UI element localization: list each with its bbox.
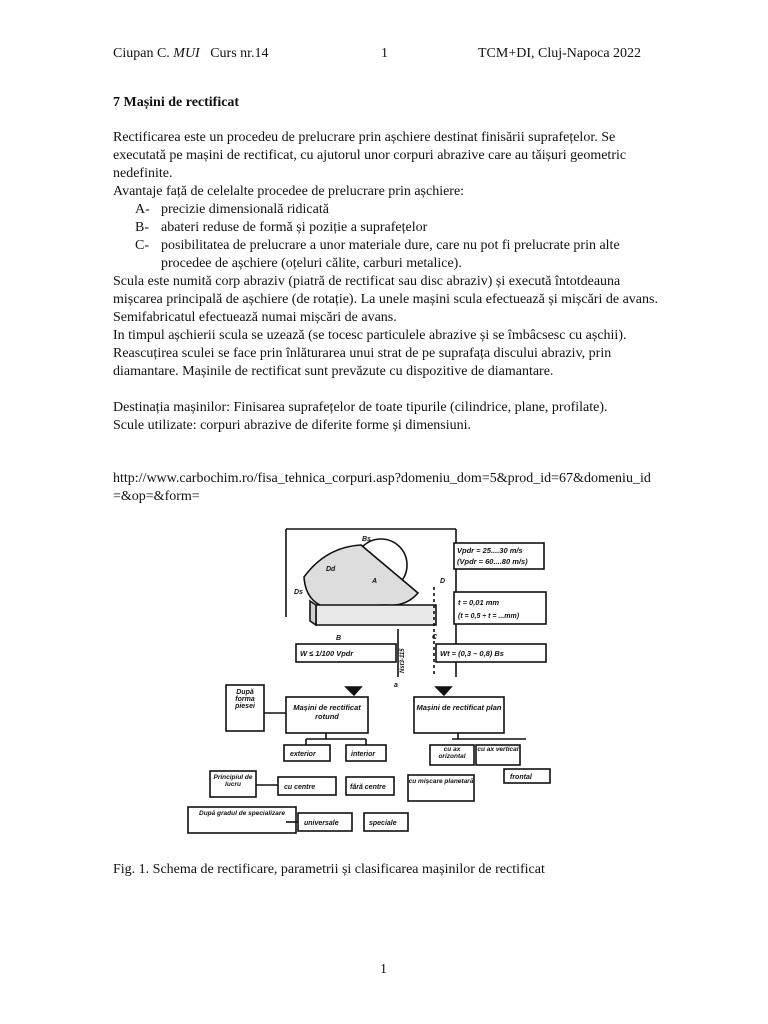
box-flat-grinders: Mașini de rectificat plan (416, 703, 502, 712)
figure-label: D (440, 578, 446, 585)
figure-label: C (432, 634, 438, 641)
list-item (113, 237, 658, 273)
list-item (113, 219, 658, 237)
box-round-grinders: Mașini de rectificat rotund (293, 703, 361, 721)
list-marker: B- (135, 220, 149, 235)
figure-label: cu centre (284, 784, 316, 791)
figure-label: Bs (362, 536, 371, 543)
paragraph-tools-used: Scule utilizate: corpuri abrazive de diferite forme și dimensiuni. (113, 418, 472, 433)
figure-label: (Vpdr = 60....80 m/s) (457, 557, 528, 566)
box-by-degree: După gradul de specializare (199, 810, 285, 817)
box-by-principle: Principiul de lucru (213, 774, 253, 788)
figure-caption: Fig. 1. Schema de rectificare, parametrii și clasificarea mașinilor de rectificat (113, 862, 545, 877)
paragraph-purpose: Destinația mașinilor: Finisarea suprafețelor de toate tipurile (cilindrice, plane, profilate). (113, 400, 608, 415)
figure-label: exterior (290, 751, 316, 758)
paragraph-advantages-intro: Avantaje față de celelalte procedee de prelucrare prin așchiere: (113, 184, 465, 199)
box-vertical-axis: cu ax vertical (477, 746, 519, 753)
footer-page-number: 1 (380, 962, 387, 977)
box-horizontal-axis: cu ax orizontal (438, 746, 466, 760)
figure-grinding-scheme (186, 527, 556, 842)
header-course: Curs nr.14 (210, 46, 269, 61)
figure-label: B (336, 635, 342, 642)
figure-label: a (394, 682, 398, 689)
figure-label: Wt = (0,3 – 0,8) Bs (440, 649, 504, 658)
figure-label: Dd (326, 566, 336, 573)
section-title: 7 Mașini de rectificat (113, 95, 240, 110)
header-acronym: MUI (173, 46, 200, 61)
paragraph-dressing: Reascuțirea sculei se face prin înlăturarea unui strat de pe suprafața discului abraziv, prin diamantare. Mașinile de rectificat sunt prevăzute cu dispozitive de diamantare. (113, 346, 612, 379)
header-page-number: 1 (381, 46, 388, 61)
list-item-text: posibilitatea de prelucrare a unor materiale dure, care nu pot fi prelucrate prin alte procedee de așchiere (oțeluri călite, carburi metalice). (161, 238, 620, 271)
figure-label: A (372, 578, 378, 585)
paragraph-workpiece: Semifabricatul efectuează numai mișcări de avans. (113, 310, 397, 325)
box-by-shape: După forma piesei (235, 689, 255, 710)
box-planetary: cu mișcare planetară (408, 778, 474, 785)
figure-label: speciale (369, 820, 397, 827)
figure-label: frontal (510, 774, 532, 781)
list-item (113, 201, 658, 219)
paragraph-wear: In timpul așchierii scula se uzează (se tocesc particulele abrazive și se îmbâcsesc cu așchii). (113, 328, 627, 343)
figure-label: t = 0,01 mm (458, 598, 500, 607)
list-marker: C- (135, 238, 149, 253)
figure-label: universale (304, 820, 339, 827)
figure-label: fără centre (350, 784, 386, 791)
header-right: TCM+DI, Cluj-Napoca 2022 (478, 46, 642, 61)
list-item-text: precizie dimensională ridicată (161, 202, 329, 217)
paragraph-tool: Scula este numită corp abraziv (piatră de rectificat sau disc abraziv) și execută întotdeauna mișcarea principală de așchiere (de rotație). La unele mașini scula efectuează și mișcări de avans. (113, 274, 658, 307)
header-left (113, 46, 269, 62)
header-author: Ciupan C. (113, 46, 170, 61)
list-marker: A- (135, 202, 150, 217)
list-item-text: abateri reduse de formă și poziție a suprafețelor (161, 220, 428, 235)
figure-label: Nst3-115 (400, 648, 406, 673)
figure-drawing (186, 527, 556, 842)
figure-label: Ds (294, 589, 303, 596)
figure-label: Vpdr = 25....30 m/s (457, 546, 523, 555)
reference-url[interactable]: http://www.carbochim.ro/fisa_tehnica_corpuri.asp?domeniu_dom=5&prod_id=67&domeniu_id=&op=&form= (113, 471, 651, 504)
paragraph-intro: Rectificarea este un procedeu de prelucrare prin așchiere destinat finisării suprafețelor. Se executată pe mașini de rectificat, cu ajutorul unor corpuri abrazive care au tăișuri geometric nedefinite. (113, 130, 627, 181)
figure-label: W ≤ 1/100 Vpdr (300, 649, 354, 658)
figure-label: (t = 0,5 ÷ t = ...mm) (458, 613, 520, 620)
body-text (113, 129, 658, 435)
figure-label: interior (351, 751, 376, 758)
